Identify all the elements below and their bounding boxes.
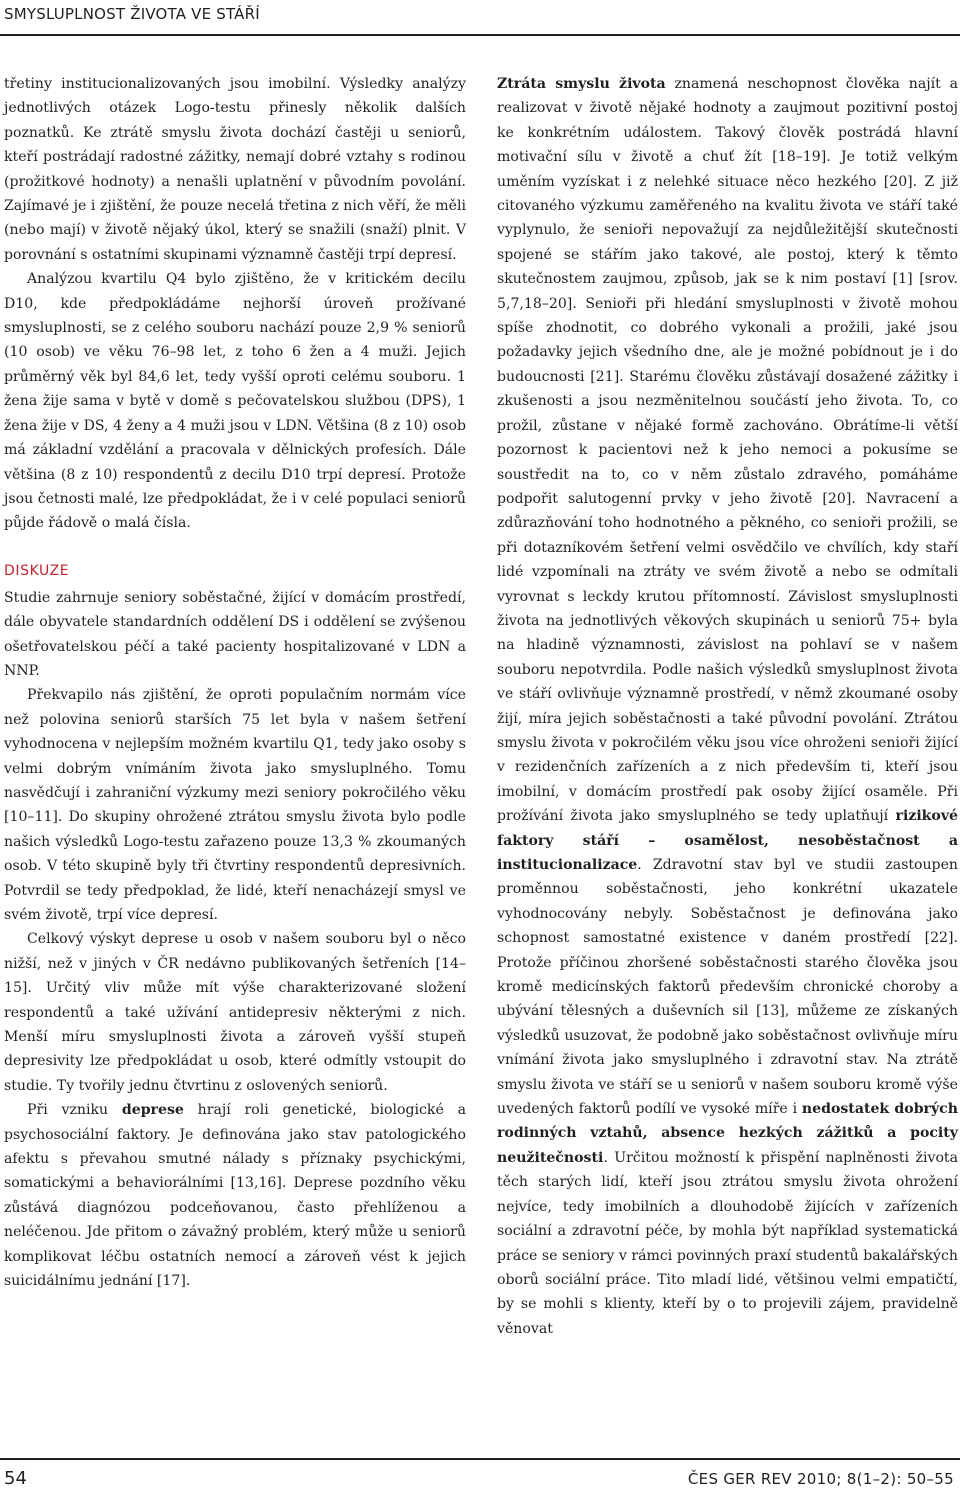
text-run: Při vzniku (27, 1102, 122, 1119)
header-divider (0, 34, 960, 36)
text-run: znamená neschopnost člověka najít a realizovat v životě nějaké hodnoty a zaujmout pozitivní postoj ke konkrétním událostem. Takový člověk postrádá hlavní motivační sílu v životě a chuť žít [18–19]. Je totiž velkým uměním vyzískat i z nelehké situace něco hezkého [20]. Z již citovaného výzkumu zaměřeného na kvalitu života ve stáří také vyplynulo, že senioři nepovažují za nejdůležitější skutečnosti spojené se stářím jako takové, ale postoj, který k těmto skutečnostem zaujmou, způsob, jak se k nim postaví [1] [srov. 5,7,18–20]. Senioři při hledání smysluplnosti v životě mohou spíše zhodnotit, co dobrého vykonali a prožili, jaké jsou požadavky jejich všedního dne, ale je možné pobídnout je i do budoucnosti [21]. Starému člověku zůstávají dosažené zážitky i zkušenosti a jsou nezměnitelnou součástí jeho života. To, co prožil, zůstane v nějaké formě zachováno. Obrátíme-li větší pozornost k pacientovi než k jeho nemoci a pokusíme se soustředit na to, co v něm zůstalo zdravého, pomáháme podpořit salutogenní prvky v jeho životě [20]. Navracení a zdůrazňování toho hodnotného a pěkného, co senioři prožili, se při dotazníkovém šetření velmi osvědčilo ve chvílích, kdy staří lidé vzpomínali na ztráty ve svém životě a nebo se odmítali vyrovnat s leckdy krutou přítomností. Závislost smysluplnosti života na jednotlivých věkových skupinách u seniorů 75+ byla na hladině významnosti, závislost na pohlaví se v našem souboru nepotvrdila. Podle našich výsledků smysluplnost života ve stáří ovlivňuje významně prostředí, v němž zkoumané osoby žijí, míra jejich soběstačnosti a také původní povolání. Ztrátou smyslu života v pokročilém věku jsou více ohroženi senioři žijící v rezidenčních zařízeních a z nich především ti, kteří jsou imobilní, v domácím prostředí pak osoby žijící osaměle. Při prožívání života jako smysluplného se tedy uplatňují (497, 76, 958, 825)
paragraph: Studie zahrnuje seniory soběstačné, žijící v domácím prostředí, dále obyvatele standardních oddělení DS i oddělení se zvýšenou ošetřovatelskou péčí a také pacienty hospitalizované v LDN a NNP. (4, 589, 466, 679)
text-run: . Zdravotní stav byl ve studii zastoupen proměnnou soběstačnosti, jeho konkrétní ukazatele vyhodnocovány nebyly. Soběstačnost je definována jako schopnost samostatné existence v daném prostředí [22]. Protože příčinou zhoršené soběstačnosti starého člověka jsou kromě medicínských faktorů především chronické choroby a ubývání tělesných a duševních sil [13], můžeme ze získaných výsledků usuzovat, že podobně jako soběstačnost ovlivňuje míru vnímání života jako smysluplného i zdravotní stav. Na ztrátě smyslu života ve stáří se u seniorů v našem souboru kromě výše uvedených faktorů podílí ve vysoké míře i (497, 857, 958, 1118)
emphasis-text: nedostatek dobrých rodinných vztahů, absence hezkých zážitků a pocity neužitečnosti (497, 1101, 958, 1166)
paragraph (4, 1098, 466, 1293)
paragraph: třetiny institucionalizovaných jsou imobilní. Výsledky analýzy jednotlivých otázek Logo-testu přinesly několik dalších poznatků. Ke ztrátě smyslu života dochází častěji u seniorů, kteří postrádají radostné zážitky, nemají dobré vztahy s rodinou (prožitkové hodnoty) a nenašli uplatnění v původním povolání. Zajímavé je i zjištění, že pouze necelá třetina z nich věří, že měli (nebo mají) v životě nějaký úkol, který se snažili (snaží) plnit. V porovnání s ostatními skupinami významně častěji trpí depresí. (4, 76, 466, 263)
emphasis-text: deprese (121, 1102, 184, 1119)
emphasis-text: rizikové faktory stáří – osamělost, nesoběstačnost a institucionalizace (497, 808, 958, 873)
right-column (497, 72, 958, 1341)
running-title: SMYSLUPLNOST ŽIVOTA VE STÁŘÍ (4, 5, 260, 23)
page-number: 54 (4, 1468, 27, 1489)
paragraph: Celkový výskyt deprese u osob v našem souboru byl o něco nižší, než v jiných v ČR nedávno publikovaných šetřeních [14–15]. Určitý vliv může mít výše charakterizované složení respondentů a také užívání antidepresiv některými z nich. Menší míru smysluplnosti života a zároveň vyšší stupeň depresivity lze předpokládat u osob, které odmítly vstoupit do studie. Ty tvořily jednu čtvrtinu z oslovených seniorů. (4, 931, 466, 1094)
text-run: . Určitou možností k přispění naplněnosti života těch starých lidí, kteří jsou ztrátou smyslu života ohrožení nejvíce, tedy imobilních a dlouhodobě žijících v zařízeních sociální a zdravotní péče, by mohla být například systematická práce se seniory v rámci povinných praxí studentů bakalářských oborů sociální práce. Tito mladí lidé, většinou velmi empatičtí, by se mohli s klienty, kteří by o to projevili zájem, pravidelně věnovat (497, 1149, 958, 1337)
journal-citation: ČES GER REV 2010; 8(1–2): 50–55 (687, 1470, 954, 1488)
paragraph: Překvapilo nás zjištění, že oproti populačním normám více než polovina seniorů starších 75 let byla v našem šetření vyhodnocena v nejlepším možném kvartilu Q1, tedy jako osoby s velmi dobrým vnímáním života jako smysluplného. Tomu nasvědčují i zahraniční výzkumy mezi seniory pokročilého věku [10–11]. Do skupiny ohrožené ztrátou smyslu života bylo podle našich výsledků Logo-testu zařazeno pouze 13,3 % zkoumaných osob. V této skupině byly tři čtvrtiny respondentů depresivních. Potvrdil se tedy předpoklad, že lidé, kteří nenacházejí smysl ve svém životě, trpí více depresí. (4, 687, 466, 923)
text-run: hrají roli genetické, biologické a psychosociální faktory. Je definována jako stav patologického afektu s převahou smutné nálady s příznaky psychickými, somatickými a behaviorálními [13,16]. Deprese pozdního věku zůstává diagnózou podceňovanou, často přehlíženou a neléčenou. Jde přitom o závažný problém, který může u seniorů komplikovat léčbu ostatních nemocí a zároveň vést k jejich suicidálnímu jednání [17]. (4, 1102, 466, 1290)
section-heading-discussion: DISKUZE (4, 562, 70, 579)
paragraph: Analýzou kvartilu Q4 bylo zjištěno, že v kritickém decilu D10, kde předpokládáme nejhorší úroveň prožívané smysluplnosti, se z celého souboru nachází pouze 2,9 % seniorů (10 osob) ve věku 76–98 let, z toho 6 žen a 4 muži. Jejich průměrný věk byl 84,6 let, tedy vyšší oproti celému souboru. 1 žena žije sama v bytě v domě s pečovatelskou službou (DPS), 1 žena žije v DS, 4 ženy a 4 muži jsou v LDN. Většina (8 z 10) osob má základní vzdělání a pracovala v dělnických profesích. Dále většina (8 z 10) respondentů z decilu D10 trpí depresí. Protože jsou četnosti malé, lze předpokládat, že i v celé populaci seniorů půjde řádově o malá čísla. (4, 271, 466, 532)
emphasis-text: Ztráta smyslu života (497, 76, 666, 92)
footer-divider (0, 1458, 960, 1460)
paragraph (497, 72, 958, 1341)
left-column (4, 72, 466, 1294)
